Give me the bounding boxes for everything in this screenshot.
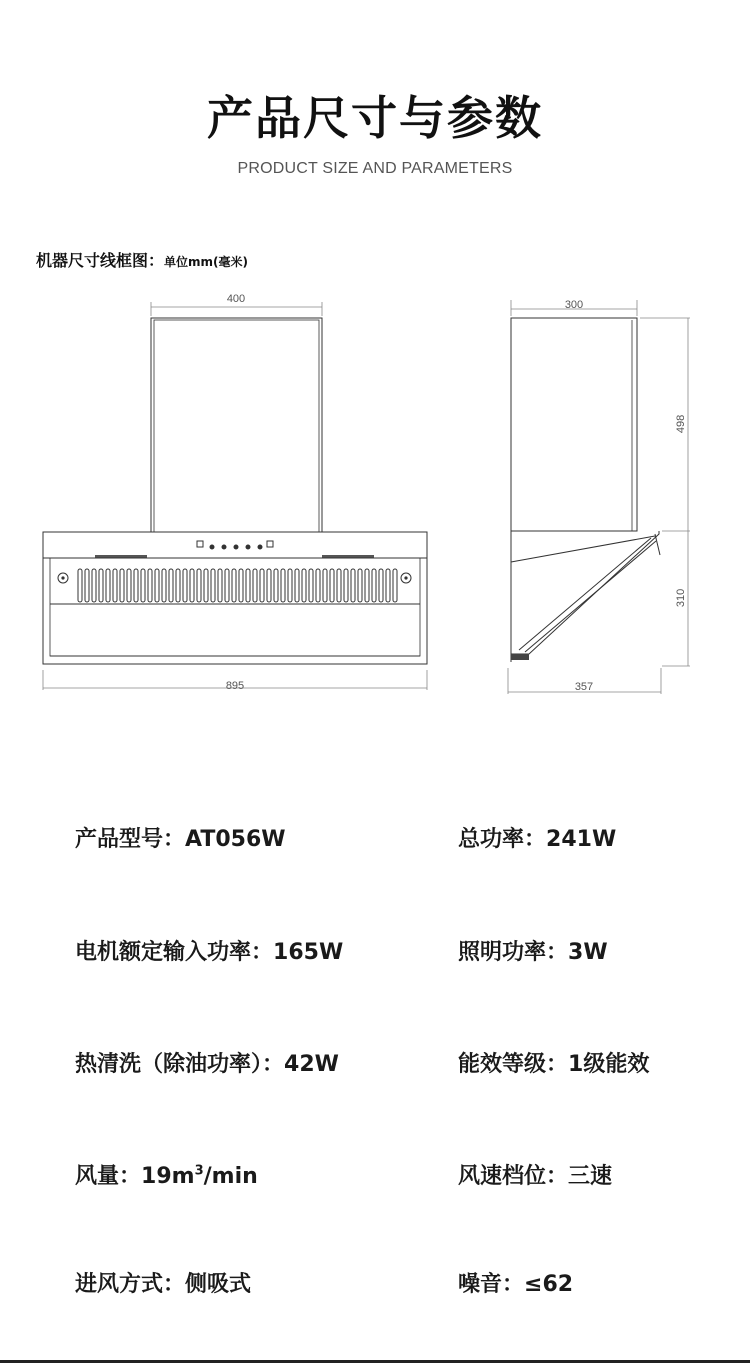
spec-intake bbox=[75, 1267, 251, 1298]
spec-model-label: 产品型号： bbox=[75, 827, 186, 852]
filter-slat bbox=[148, 569, 152, 602]
spec-model bbox=[75, 822, 286, 853]
front-width-dimension: 895 bbox=[225, 680, 245, 692]
filter-slat bbox=[239, 569, 243, 602]
filter-slat bbox=[379, 569, 383, 602]
front-top-dimension: 400 bbox=[226, 293, 246, 305]
filter-slat bbox=[232, 569, 236, 602]
diagram-unit: 单位mm(毫米) bbox=[164, 255, 248, 269]
speed-button-4-icon bbox=[246, 545, 250, 549]
speed-button-1-icon bbox=[210, 545, 214, 549]
filter-slat bbox=[337, 569, 341, 602]
filter-slat bbox=[225, 569, 229, 602]
filter-slat bbox=[288, 569, 292, 602]
filter-slat bbox=[253, 569, 257, 602]
spec-airflow-value-suffix: /min bbox=[203, 1164, 258, 1189]
spec-total-power-value: 241W bbox=[546, 827, 617, 852]
filter-slat bbox=[372, 569, 376, 602]
filter-slat bbox=[113, 569, 117, 602]
spec-light-power bbox=[458, 935, 608, 966]
filter-slat bbox=[274, 569, 278, 602]
spec-hot-clean-value: 42W bbox=[284, 1052, 339, 1077]
spec-motor-power-value: 165W bbox=[273, 940, 344, 965]
filter-slat bbox=[302, 569, 306, 602]
filter-slat bbox=[246, 569, 250, 602]
filter-slat bbox=[141, 569, 145, 602]
filter-slat bbox=[260, 569, 264, 602]
filter-slat bbox=[309, 569, 313, 602]
power-button-icon bbox=[197, 541, 203, 547]
filter-slat bbox=[127, 569, 131, 602]
filter-slat bbox=[197, 569, 201, 602]
spec-model-value: AT056W bbox=[185, 827, 286, 852]
spec-hot-clean bbox=[75, 1047, 339, 1078]
spec-efficiency-value: 1级能效 bbox=[568, 1052, 650, 1077]
filter-slat bbox=[358, 569, 362, 602]
spec-noise-value: ≤62 bbox=[524, 1272, 574, 1297]
right-screw-dot bbox=[404, 576, 407, 579]
side-top-dimension: 300 bbox=[564, 299, 584, 311]
left-screw-dot bbox=[61, 576, 64, 579]
filter-slat bbox=[386, 569, 390, 602]
spec-motor-power bbox=[75, 935, 343, 966]
spec-speed-label: 风速档位： bbox=[458, 1164, 569, 1189]
speed-button-3-icon bbox=[234, 545, 238, 549]
spec-light-power-label: 照明功率： bbox=[458, 940, 569, 965]
side-chimney-height-dimension: 498 bbox=[675, 414, 687, 434]
clean-button-icon bbox=[258, 545, 262, 549]
filter-slat bbox=[169, 569, 173, 602]
filter-slat bbox=[78, 569, 82, 602]
spec-noise-label: 噪音： bbox=[458, 1272, 525, 1297]
filter-slat bbox=[99, 569, 103, 602]
filter-slat bbox=[330, 569, 334, 602]
filter-slat bbox=[218, 569, 222, 602]
page-title: 产品尺寸与参数 bbox=[207, 91, 543, 145]
filter-slat bbox=[281, 569, 285, 602]
spec-total-power-label: 总功率： bbox=[458, 827, 547, 852]
spec-intake-label: 进风方式： bbox=[75, 1272, 186, 1297]
speed-button-2-icon bbox=[222, 545, 226, 549]
side-depth-dimension: 357 bbox=[574, 681, 594, 693]
filter-slat bbox=[316, 569, 320, 602]
bottom-divider bbox=[0, 1360, 750, 1363]
filter-slat bbox=[176, 569, 180, 602]
control-buttons bbox=[197, 541, 273, 549]
spec-speed-value: 三速 bbox=[568, 1164, 613, 1189]
spec-airflow bbox=[75, 1159, 258, 1190]
diagram-label-text: 机器尺寸线框图： bbox=[36, 251, 165, 270]
filter-slat bbox=[134, 569, 138, 602]
spec-intake-value: 侧吸式 bbox=[185, 1272, 252, 1297]
filter-slat bbox=[365, 569, 369, 602]
filter-slat bbox=[120, 569, 124, 602]
light-button-icon bbox=[267, 541, 273, 547]
spec-light-power-value: 3W bbox=[568, 940, 608, 965]
front-view bbox=[43, 302, 427, 690]
spec-airflow-label: 风量： bbox=[75, 1164, 142, 1189]
filter-slat bbox=[393, 569, 397, 602]
side-body-height-dimension: 310 bbox=[675, 588, 687, 608]
filter-slats bbox=[78, 569, 397, 602]
spec-speed bbox=[458, 1159, 612, 1190]
filter-slat bbox=[190, 569, 194, 602]
filter-slat bbox=[204, 569, 208, 602]
filter-slat bbox=[344, 569, 348, 602]
filter-slat bbox=[92, 569, 96, 602]
filter-slat bbox=[211, 569, 215, 602]
spec-efficiency bbox=[458, 1047, 649, 1078]
spec-airflow-value-exp: 3 bbox=[194, 1163, 204, 1179]
side-view bbox=[508, 300, 690, 694]
filter-slat bbox=[106, 569, 110, 602]
filter-slat bbox=[295, 569, 299, 602]
spec-motor-power-label: 电机额定输入功率： bbox=[75, 940, 274, 965]
filter-slat bbox=[267, 569, 271, 602]
filter-slat bbox=[323, 569, 327, 602]
spec-total-power bbox=[458, 822, 616, 853]
filter-slat bbox=[162, 569, 166, 602]
filter-slat bbox=[351, 569, 355, 602]
filter-slat bbox=[155, 569, 159, 602]
filter-slat bbox=[183, 569, 187, 602]
spec-airflow-value-prefix: 19m bbox=[141, 1164, 195, 1189]
page-subtitle: PRODUCT SIZE AND PARAMETERS bbox=[237, 160, 513, 177]
spec-efficiency-label: 能效等级： bbox=[458, 1052, 569, 1077]
filter-slat bbox=[85, 569, 89, 602]
spec-hot-clean-label: 热清洗（除油功率）： bbox=[75, 1052, 285, 1077]
spec-noise bbox=[458, 1267, 573, 1298]
